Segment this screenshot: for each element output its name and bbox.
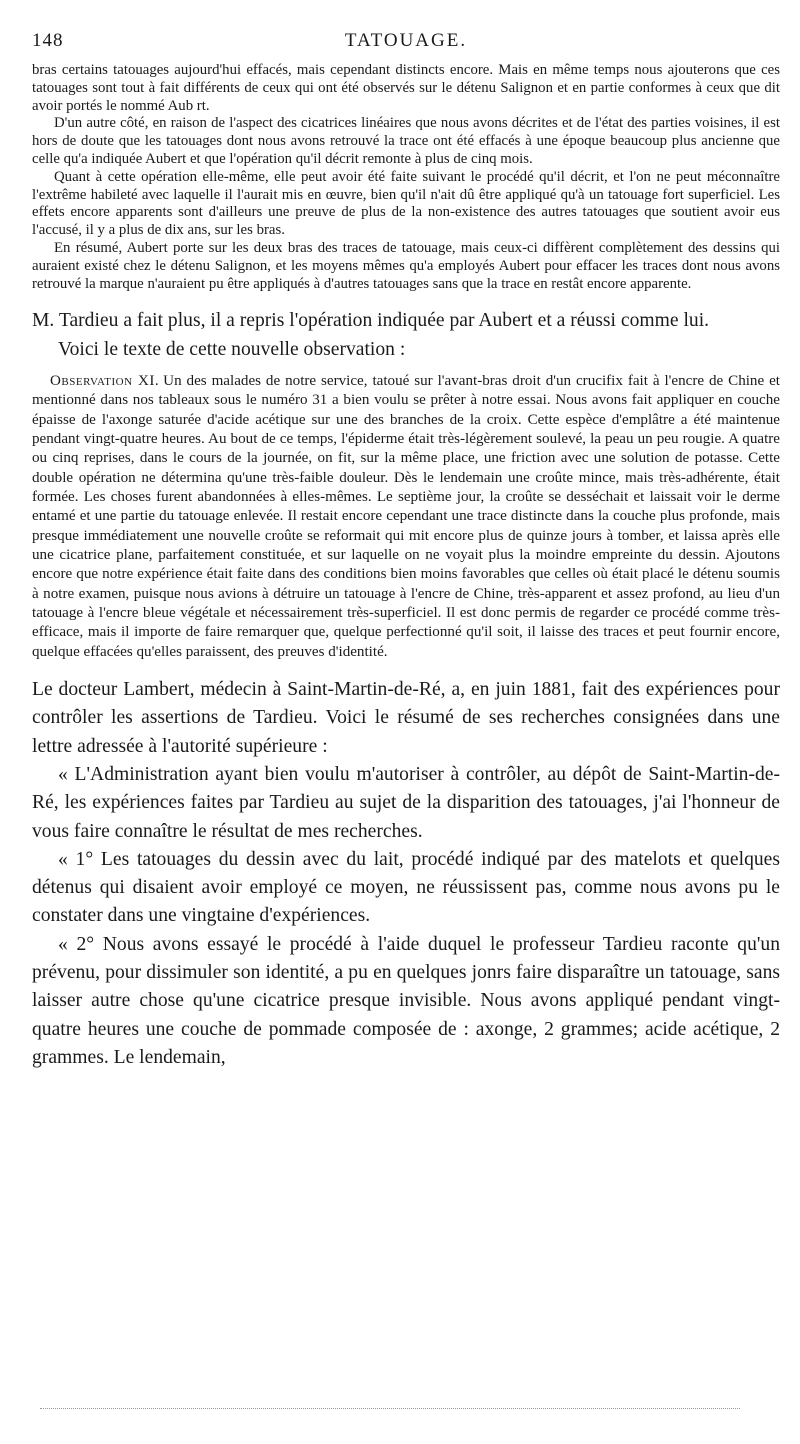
page-header: [32, 30, 780, 62]
paragraph: Voici le texte de cette nouvelle observation :: [58, 338, 406, 360]
section-gap: [32, 662, 780, 676]
paragraph: bras certains tatouages aujourd'hui effacés, mais cependant distincts encore. Mais en même temps nous ajouterons que ces tatouages sont tout à fait différents de ceux qui ont été observés sur le détenu Salignon et en partie conformes à ceux que dit avoir portés le nommé Aub rt.: [32, 62, 780, 114]
paragraph: Le docteur Lambert, médecin à Saint-Martin-de-Ré, a, en juin 1881, fait des expériences pour contrôler les assertions de Tardieu. Voici le résumé de ses recherches consignées dans une lettre adressée à l'autorité supérieure :: [32, 679, 780, 757]
paragraph: M. Tardieu a fait plus, il a repris l'opération indiquée par Aubert et a réussi comme lui.: [32, 310, 710, 332]
paragraph: « 1° Les tatouages du dessin avec du lait, procédé indiqué par des matelots et quelques détenus qui disaient avoir employé ce moyen, ne réussissent pas, comme nous avons pu le constater dans une vingtaine d'expériences.: [32, 848, 780, 927]
paragraph: En résumé, Aubert porte sur les deux bras des traces de tatouage, mais ceux-ci diffèrent complètement des dessins qui auraient existé chez le détenu Salignon, et les moyens mêmes qu'a employés Aubert pour effacer les traces dont nous avons retrouvé la marque n'auraient pu être appliqués à d'autres tatouages sans que la trace en restât encore apparente.: [32, 239, 780, 292]
section-gap: [32, 293, 780, 307]
observation-text: Un des malades de notre service, tatoué sur l'avant-bras droit d'un crucifix fait à l'encre de Chine et mentionné dans nos tableaux sous le numéro 31 a bien voulu se prêter à notre essai. Nous avons fait appliquer en couche épaisse de l'axonge saturée d'acide acétique sur une des branches de la croix. Cette espèce d'emplâtre a été maintenue pendant vingt-quatre heures. Au bout de ce temps, l'épiderme était très-légèrement soulevé, la peau un peu rougie. A quatre ou cinq reprises, dans le cours de la journée, on fit, sur la même place, une friction avec une solution de potasse. Cette double opération ne détermina qu'une très-faible douleur. Dès le lendemain une croûte mince, mais très-adhérente, était formée. Les choses furent abandonnées à elles-mêmes. Le septième jour, la croûte se desséchait et laissait voir le derme entamé et une partie du tatouage enlevée. Il restait encore cependant une trace distincte dans la couche plus profonde, mais presque immédiatement une nouvelle croûte se reformait qui mit encore plus de quinze jours à tomber, et laissa après elle une cicatrice plane, parfaitement constituée, et sur laquelle on ne voyait plus la moindre empreinte du dessin. Ajoutons encore que notre expérience était faite dans des conditions bien moins favorables que celles où était placé le détenu soumis à notre examen, puisque nous avions à détruire un tatouage à l'encre de Chine, très-apparent et assez profond, au lieu d'un tatouage à l'encre bleue végétale et nécessairement très-superficiel. Il est donc permis de regarder ce procédé comme très-efficace, mais il importe de faire remarquer que, quelque perfectionné qu'il soit, il laisse des traces et peut fournir encore, quelque effacées qu'elles paraissent, des preuves d'identité.: [32, 372, 780, 660]
observation-block: [32, 372, 780, 662]
paragraph: D'un autre côté, en raison de l'aspect des cicatrices linéaires que nous avons décrites et de l'état des parties voisines, il est hors de doute que les tatouages dont nous avons retrouvé la trace ont été effacés à une époque beaucoup plus ancienne que celle qu'a indiquée Aubert et que l'opération qu'il décrit remonte à plus de cinq mois.: [32, 115, 780, 167]
book-page: [32, 30, 780, 1072]
page-bottom-rule: [40, 1408, 740, 1409]
paragraph: « 2° Nous avons essayé le procédé à l'aide duquel le professeur Tardieu raconte qu'un prévenu, pour dissimuler son identité, a pu en quelques jonrs faire disparaître un tatouage, sans laisser autre chose qu'une cicatrice presque invisible. Nous avons appliqué pendant vingt-quatre heures une couche de pommade composée de : axonge, 2 grammes; acide acétique, 2 grammes. Le lendemain,: [32, 933, 780, 1068]
paragraph: Quant à cette opération elle-même, elle peut avoir été faite suivant le procédé qu'il décrit, et l'on ne peut méconnaître l'extrême habileté avec laquelle il l'aurait mis en œuvre, bien qu'il n'ait dû être appliqué qu'à un tatouage fort superficiel. Les effets encore apparents sont d'ailleurs une preuve de plus de la non-existence des autres tatouages que soutient avoir eus l'accusé, il y a plus de dix ans, sur les bras.: [32, 168, 780, 239]
page-number: 148: [32, 30, 64, 51]
report-section: [32, 62, 780, 293]
lambert-section: [32, 676, 780, 1072]
paragraph: « L'Administration ayant bien voulu m'autoriser à contrôler, au dépôt de Saint-Martin-de-Ré, les expériences faites par Tardieu au sujet de la disparition des tatouages, j'ai l'honneur de vous faire connaître le résultat de mes recherches.: [32, 764, 780, 842]
intro-section: [32, 307, 780, 364]
running-title: TATOUAGE.: [344, 30, 468, 51]
observation-label: Observation XI.: [50, 372, 160, 389]
